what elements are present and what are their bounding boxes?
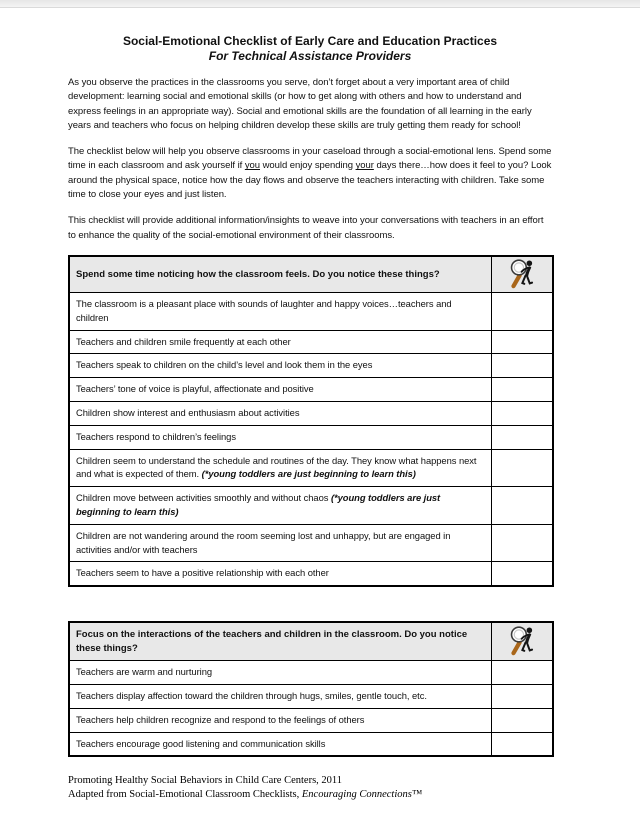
p2-segment: days there…how does it feel to you? Look around the physical space, notice how the day flows and observe the teachers interacting with children. Take some time to close your eyes and just listen. [68,160,552,201]
item-note: (*young toddlers are just beginning to learn this) [76,492,441,517]
magnifier-person-icon [508,259,536,290]
p2-segment: would enjoy spending [260,160,356,172]
table2-icon-cell [491,622,553,661]
table-row [69,732,553,756]
checkbox-cell[interactable] [491,354,553,378]
checklist-item-label [69,354,491,378]
item-text: Teachers and children smile frequently at each other [76,335,291,347]
checkbox-cell[interactable] [491,661,553,685]
table-row [69,401,553,425]
intro-paragraph-2 [68,145,552,202]
item-text: Teachers encourage good listening and communication skills [76,737,326,749]
item-text: Teachers display affection toward the children through hugs, smiles, gentle touch, etc. [76,689,427,701]
page-title: Social-Emotional Checklist of Early Care and Education Practices [122,34,498,48]
item-text: Children show interest and enthusiasm about activities [76,406,300,418]
footer-line-2 [68,788,640,802]
checklist-item-label [69,449,491,487]
table-row [69,562,553,586]
table-row [69,684,553,708]
checklist-item-label [69,378,491,402]
intro-paragraph-3: This checklist will provide additional information/insights to weave into your conversations with teachers in an effort to enhance the quality of the social-emotional environment of their classrooms. [68,215,544,241]
table-row [69,330,553,354]
p2-segment: The checklist below will help you observe classrooms in your caseload through a social-emotional lens. Spend some time in each classroom and ask yourself if [68,146,552,172]
item-text: Teachers seem to have a positive relationship with each other [76,567,329,579]
table1-icon-cell [491,256,553,293]
checklist-item-label [69,425,491,449]
underlined-word-your: your [355,160,374,172]
checkbox-cell[interactable] [491,330,553,354]
checkbox-cell[interactable] [491,732,553,756]
checkbox-cell[interactable] [491,378,553,402]
footer-source-title: Encouraging Connections™ [301,788,423,800]
item-text: Teachers speak to children on the child’s level and look them in the eyes [76,359,373,371]
teacher-interactions-checklist-table [68,621,554,757]
magnifier-person-icon [508,626,536,657]
table-row [69,449,553,487]
item-text: Children move between activities smoothly and without chaos [76,492,331,504]
page-content [68,8,552,757]
table-row [69,425,553,449]
item-text: The classroom is a pleasant place with sounds of laughter and happy voices…teachers and children [76,297,452,323]
checklist-item-label [69,708,491,732]
item-text: Children are not wandering around the room seeming lost and unhappy, but are engaged in activities and/or with teachers [76,529,451,555]
checkbox-cell[interactable] [491,292,553,330]
table-row [69,661,553,685]
table-header-row [69,256,553,293]
checkbox-cell[interactable] [491,708,553,732]
checkbox-cell[interactable] [491,684,553,708]
item-text: Teachers’ tone of voice is playful, affectionate and positive [76,383,314,395]
checklist-item-label [69,330,491,354]
checklist-item-label [69,487,491,525]
item-text: Teachers are warm and nurturing [76,666,213,678]
item-text: Teachers help children recognize and respond to the feelings of others [76,713,365,725]
classroom-feel-checklist-table [68,255,554,587]
table-header-row [69,622,553,661]
checklist-item-label [69,292,491,330]
table2-header-label: Focus on the interactions of the teachers and children in the classroom. Do you notice these things? [69,622,491,661]
table-row [69,487,553,525]
checklist-item-label [69,732,491,756]
checkbox-cell[interactable] [491,562,553,586]
item-text: Teachers respond to children’s feelings [76,430,236,442]
table-row [69,378,553,402]
document-footer [68,774,640,801]
checklist-item-label [69,661,491,685]
checkbox-cell[interactable] [491,449,553,487]
checkbox-cell[interactable] [491,524,553,562]
page-subtitle: For Technical Assistance Providers [208,49,412,63]
checklist-item-label [69,524,491,562]
checkbox-cell[interactable] [491,425,553,449]
item-text: Children seem to understand the schedule and routines of the day. They know what happens next and what is expected of them. [76,454,477,480]
item-note: (*young toddlers are just beginning to learn this) [201,468,416,480]
page-top-edge [0,0,640,8]
intro-paragraph-1: As you observe the practices in the classrooms you serve, don’t forget about a very important area of child development: learning social and emotional skills (or how to get along with others and how to understand and express feelings in an appropriate way). Social and emotional skills are the foundation of all learning in the early years and teachers who focus on helping children develop these skills are truly getting them ready for school! [68,77,532,131]
table-row [69,292,553,330]
table-row [69,708,553,732]
checkbox-cell[interactable] [491,487,553,525]
checklist-item-label [69,684,491,708]
table-row [69,354,553,378]
underlined-word-you: you [244,160,261,172]
checkbox-cell[interactable] [491,401,553,425]
table-row [69,524,553,562]
footer-line-1: Promoting Healthy Social Behaviors in Child Care Centers, 2011 [68,775,343,787]
checklist-item-label [69,401,491,425]
checklist-item-label [69,562,491,586]
footer-source-text: Adapted from Social-Emotional Classroom Checklists, [68,788,302,800]
table1-header-label: Spend some time noticing how the classroom feels. Do you notice these things? [69,256,491,293]
